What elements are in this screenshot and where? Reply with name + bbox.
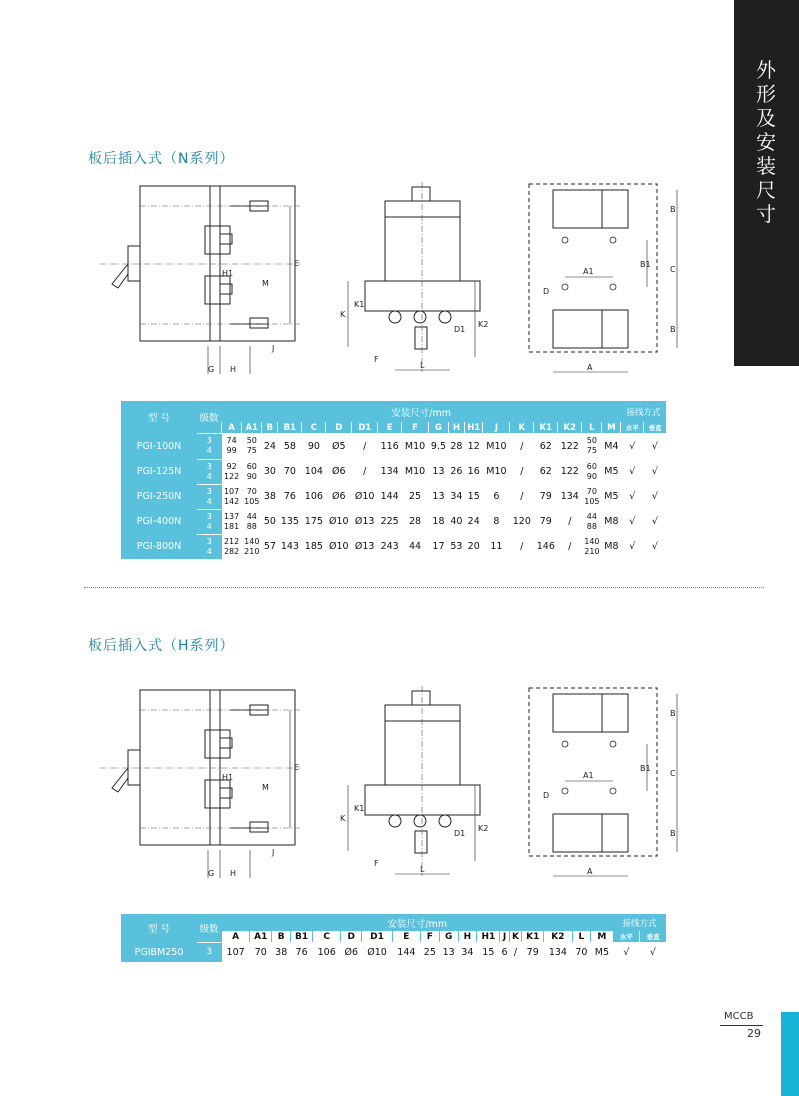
dim-label-h: H [230,365,237,374]
drawing-n-cutout [527,182,687,380]
col-d1: D1 [362,931,392,942]
col-j: J [500,931,509,942]
poles-cell: 3 4 [197,433,222,459]
col-a: A [222,931,250,942]
drawing-h-front-view [340,686,490,882]
footer-label: MCCB [724,1011,754,1022]
col-h: H [448,422,464,433]
section-divider [84,587,764,588]
page-number: 29 [747,1027,761,1040]
table-row: PGI-400N 3 4 137 181 44 88 50 135 175 Ø10 Ø13 225 28 18 40 24 8 120 79 / 44 88 M8 √ √ [121,509,666,534]
header-wiring: 接线方式 [613,914,666,931]
dim-label-a: A [587,363,593,372]
dim-label-d: D [543,287,550,296]
col-f: F [402,422,429,433]
col-b1: B1 [291,931,313,942]
dim-label-c: C [670,265,676,274]
col-f: F [420,931,439,942]
col-d: D [326,422,352,433]
col-l: L [582,422,602,433]
poles-cell: 3 4 [197,534,222,559]
col-vertical: 垂直 [644,422,666,433]
dim-label-h1: H1 [222,269,234,278]
col-horizontal: 水平 [621,422,644,433]
table-row: PGI-125N 3 4 92 122 60 90 30 70 104 Ø6 / 134 M10 13 26 16 M10 / 62 122 60 90 M5 √ √ [121,459,666,484]
dim-label-e: E [294,763,300,772]
model-cell: PGIBM250 [121,942,197,962]
header-poles: 级数 [197,914,222,942]
dim-label-m: M [262,279,269,288]
dim-label-g: G [208,869,215,878]
footer-accent-bar [781,1012,799,1096]
col-k1: K1 [534,422,558,433]
model-cell: PGI-125N [121,459,197,484]
col-vertical: 垂直 [640,931,666,942]
dim-label-b1: B1 [640,764,651,773]
dim-label-b: B [670,709,676,718]
table-row: PGI-100N 3 4 74 99 50 75 24 58 90 Ø5 / 116 M10 9.5 28 12 M10 / 62 122 50 75 M4 √ √ [121,433,666,459]
dim-label-l: L [420,361,425,370]
model-cell: PGI-400N [121,509,197,534]
dim-label-k2: K2 [478,320,489,329]
side-tab-label: 外形及安装尺寸 [756,58,778,226]
col-d: D [341,931,362,942]
col-h1: H1 [477,931,500,942]
dim-label-k1: K1 [354,300,365,309]
dim-label-h: H [230,869,237,878]
dim-label-k2: K2 [478,824,489,833]
header-dims: 安装尺寸/mm [222,914,613,931]
spec-table-n [121,401,666,559]
col-b: B [272,931,291,942]
dim-label-d: D [543,791,550,800]
col-g: G [439,931,458,942]
model-cell: PGI-250N [121,484,197,509]
dim-label-a: A [587,867,593,876]
dim-label-b1: B1 [640,260,651,269]
col-d1: D1 [352,422,378,433]
dim-label-g: G [208,365,215,374]
dim-label-b-lower: B [670,325,676,334]
dim-label-j: J [272,344,275,353]
col-a: A [222,422,242,433]
header-model: 型 号 [121,401,197,433]
header-poles: 级数 [197,401,222,433]
dim-label-e: E [294,259,300,268]
col-c: C [313,931,341,942]
drawing-n-side-view [100,176,310,376]
col-k: K [510,422,534,433]
side-tab [734,0,799,366]
col-e: E [392,931,420,942]
dim-label-k: K [340,310,346,319]
dim-label-j: J [272,848,275,857]
col-m: M [602,422,621,433]
drawing-h-side-view [100,680,310,880]
model-cell: PGI-800N [121,534,197,559]
col-c: C [302,422,326,433]
table-row: PGI-250N 3 4 107 142 70 105 38 76 106 Ø6 Ø10 144 25 13 34 15 6 / 79 134 70 105 M5 √ √ [121,484,666,509]
header-dims: 安装尺寸/mm [222,401,621,422]
col-b1: B1 [278,422,302,433]
col-b: B [262,422,278,433]
poles-cell: 3 4 [197,484,222,509]
col-a1: A1 [250,931,272,942]
col-h1: H1 [464,422,483,433]
col-h: H [458,931,477,942]
poles-cell: 3 [197,942,222,962]
dim-label-k1: K1 [354,804,365,813]
drawing-n-front-view [340,182,490,378]
dim-label-b: B [670,205,676,214]
col-k: K [509,931,521,942]
col-g: G [428,422,448,433]
dim-label-k: K [340,814,346,823]
dim-label-d1: D1 [454,829,466,838]
dim-label-f: F [374,355,379,364]
col-j: J [483,422,510,433]
section-title-n: 板后插入式（N系列） [88,151,235,167]
header-model: 型 号 [121,914,197,942]
poles-cell: 3 4 [197,459,222,484]
section-title-h: 板后插入式（H系列） [88,638,235,654]
footer-divider [720,1025,763,1026]
dim-label-a1: A1 [583,267,594,276]
col-horizontal: 水平 [613,931,640,942]
col-e: E [378,422,402,433]
drawing-h-cutout [527,686,687,884]
dim-label-m: M [262,783,269,792]
dim-label-f: F [374,859,379,868]
dim-label-c: C [670,769,676,778]
col-l: L [572,931,591,942]
header-wiring: 接线方式 [621,401,666,422]
dim-label-h1: H1 [222,773,234,782]
spec-table-h [121,914,666,962]
dim-label-l: L [420,865,425,874]
col-k2: K2 [544,931,572,942]
dim-label-b-lower: B [670,829,676,838]
dim-label-d1: D1 [454,325,466,334]
dim-label-a1: A1 [583,771,594,780]
col-k2: K2 [558,422,582,433]
table-row: PGI-800N 3 4 212 282 140 210 57 143 185 Ø10 Ø13 243 44 17 53 20 11 / 146 / 140 210 M8 √ √ [121,534,666,559]
poles-cell: 3 4 [197,509,222,534]
col-k1: K1 [522,931,544,942]
table-row: PGIBM250 3 107 70 38 76 106 Ø6 Ø10 144 25 13 34 15 6 / 79 134 70 M5 √ √ [121,942,666,962]
col-a1: A1 [242,422,262,433]
col-m: M [591,931,613,942]
model-cell: PGI-100N [121,433,197,459]
